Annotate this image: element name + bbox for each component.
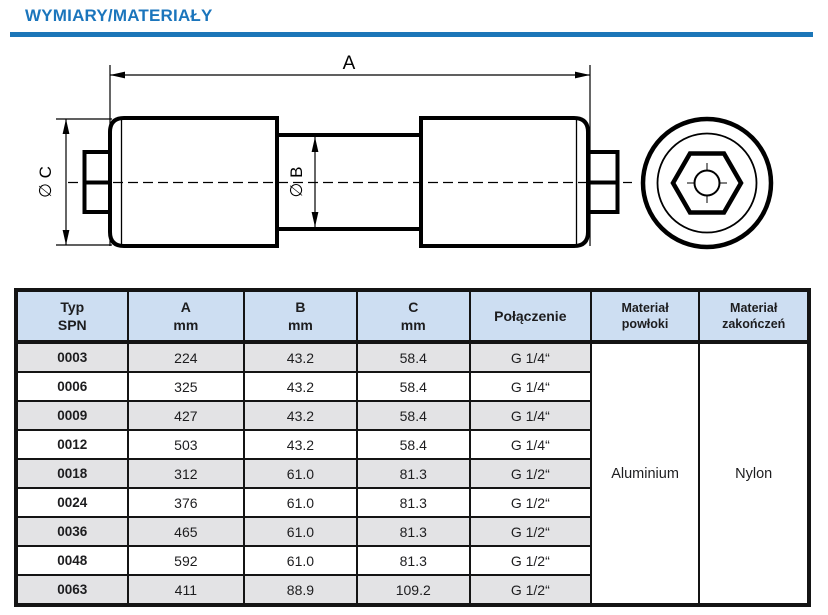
header-coating-material: Materiał powłoki [591,290,700,342]
cell-connection: G 1/2“ [470,575,591,605]
header-b: B mm [244,290,357,342]
page-title: WYMIARY/MATERIAŁY [25,6,213,25]
cell-c: 58.4 [357,372,470,401]
cell-b: 61.0 [244,546,357,575]
dim-b-label: ∅ B [287,166,306,198]
cell-connection: G 1/2“ [470,488,591,517]
cell-connection: G 1/2“ [470,459,591,488]
cell-c: 58.4 [357,401,470,430]
cell-typ: 0024 [16,488,128,517]
header-ends-material: Materiał zakończeń [699,290,809,342]
cell-a: 503 [128,430,245,459]
header-a: A mm [128,290,245,342]
cell-c: 58.4 [357,430,470,459]
cell-a: 411 [128,575,245,605]
cell-a: 325 [128,372,245,401]
cell-c: 81.3 [357,517,470,546]
cell-connection: G 1/4“ [470,372,591,401]
cell-typ: 0036 [16,517,128,546]
dim-c-label: ∅ C [36,166,55,198]
cell-c: 109.2 [357,575,470,605]
cell-connection: G 1/4“ [470,342,591,372]
header-c: C mm [357,290,470,342]
cell-a: 312 [128,459,245,488]
cell-b: 43.2 [244,342,357,372]
cell-typ: 0006 [16,372,128,401]
cell-b: 43.2 [244,430,357,459]
cell-ends-material: Nylon [699,342,809,605]
cell-typ: 0009 [16,401,128,430]
cell-b: 61.0 [244,459,357,488]
title-underline [10,32,813,37]
cell-connection: G 1/2“ [470,546,591,575]
cell-c: 81.3 [357,488,470,517]
cell-b: 61.0 [244,488,357,517]
cell-connection: G 1/4“ [470,401,591,430]
cell-typ: 0048 [16,546,128,575]
cell-c: 81.3 [357,459,470,488]
dimensions-table [14,288,811,607]
cell-a: 376 [128,488,245,517]
cell-b: 43.2 [244,401,357,430]
dim-a-label: A [342,53,356,74]
table-header-row [16,290,809,342]
cell-typ: 0063 [16,575,128,605]
technical-drawing [0,48,828,283]
cell-a: 592 [128,546,245,575]
cell-b: 43.2 [244,372,357,401]
cell-typ: 0018 [16,459,128,488]
cell-coating-material: Aluminium [591,342,700,605]
cell-typ: 0012 [16,430,128,459]
cell-typ: 0003 [16,342,128,372]
header-connection: Połączenie [470,290,591,342]
cell-a: 427 [128,401,245,430]
cell-a: 224 [128,342,245,372]
table-row [16,342,809,372]
cell-b: 61.0 [244,517,357,546]
cell-c: 81.3 [357,546,470,575]
end-view [643,119,771,247]
cell-connection: G 1/2“ [470,517,591,546]
cell-b: 88.9 [244,575,357,605]
cell-a: 465 [128,517,245,546]
cell-connection: G 1/4“ [470,430,591,459]
end-view-center-hole [695,171,720,196]
cell-c: 58.4 [357,342,470,372]
header-typ: Typ SPN [16,290,128,342]
